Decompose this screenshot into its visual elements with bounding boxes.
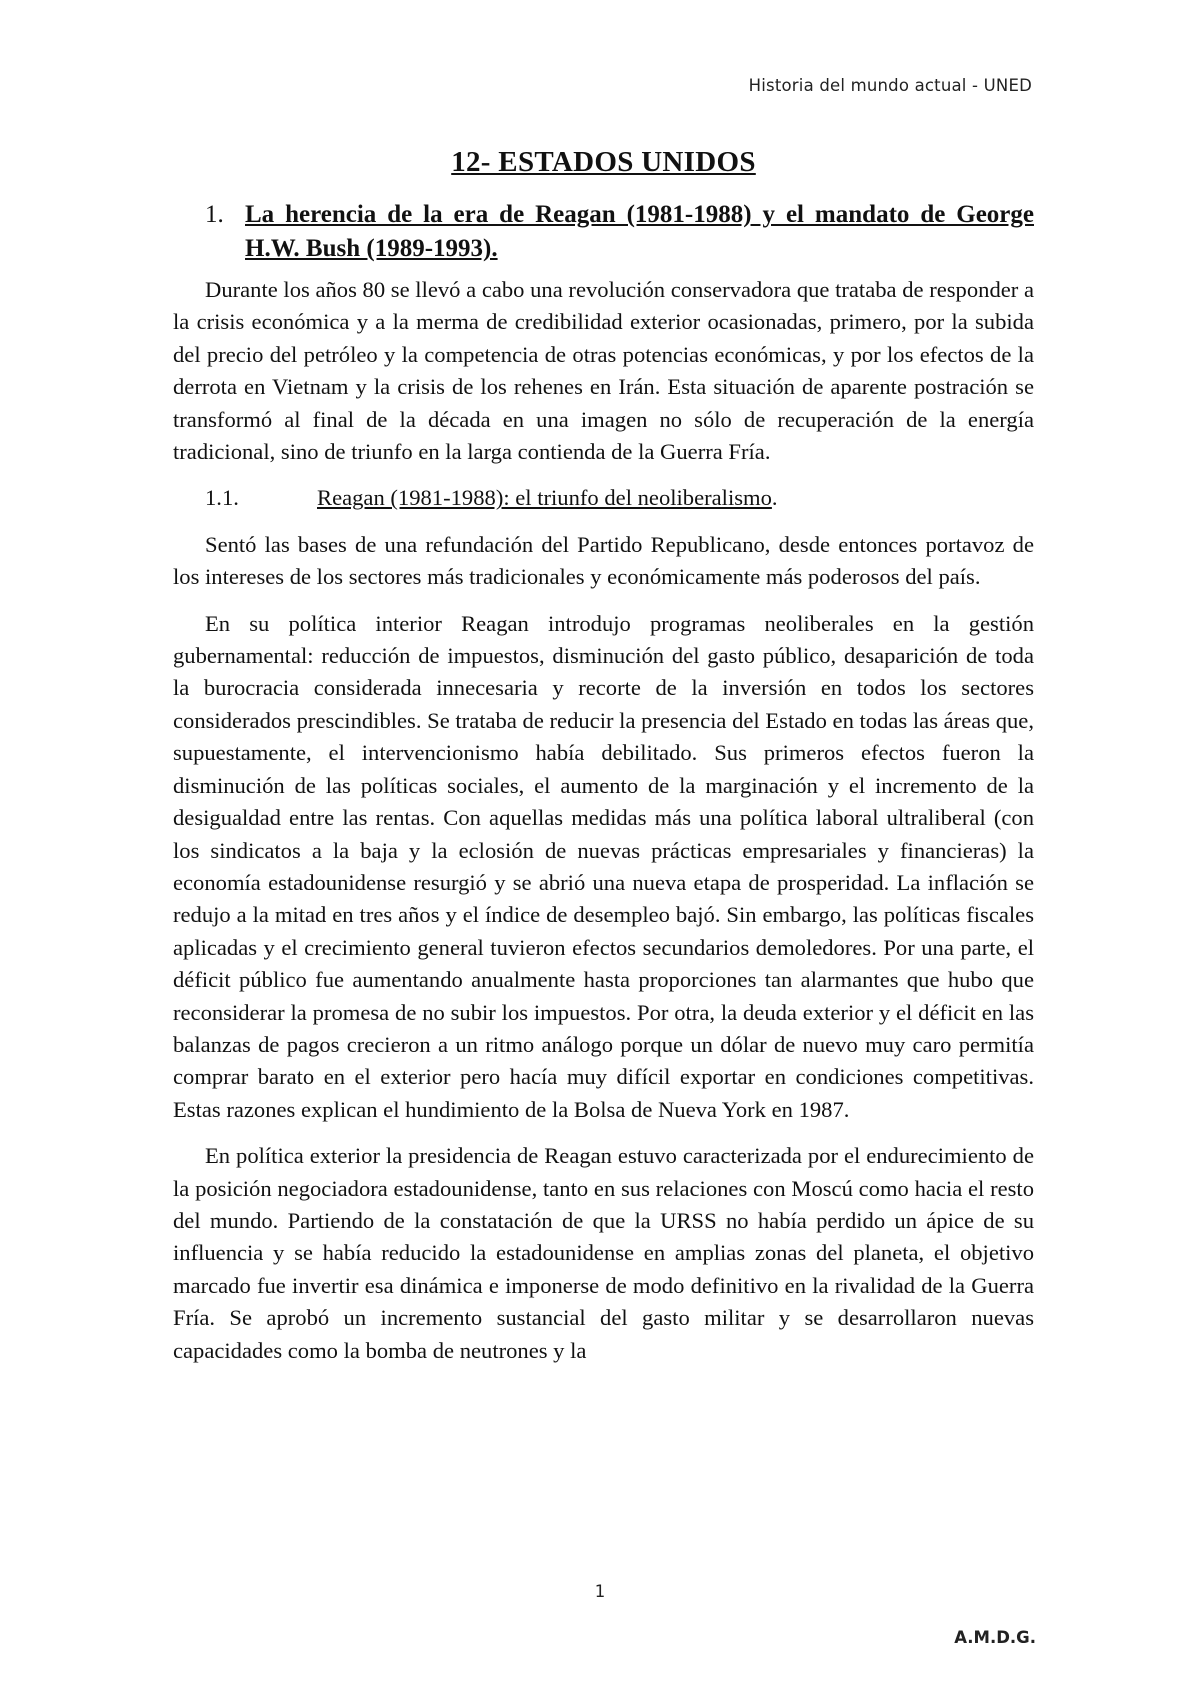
page-content	[173, 144, 1034, 1381]
subsection-heading	[173, 482, 1034, 514]
subsection-number: 1.1.	[205, 485, 239, 511]
document-title: 12- ESTADOS UNIDOS	[451, 146, 756, 178]
section-heading	[173, 198, 1034, 266]
body-paragraph: Sentó las bases de una refundación del Partido Republicano, desde entonces portavoz de los intereses de los sectores más tradicionales y económicamente más poderosos del país.	[173, 531, 1034, 590]
footer-signature: A.M.D.G.	[954, 1628, 1036, 1647]
body-paragraph: En política exterior la presidencia de Reagan estuvo caracterizada por el endurecimiento de la posición negociadora estadounidense, tanto en sus relaciones con Moscú como hacia el resto del mundo. Partiendo de la constatación de que la URSS no había perdido un ápice de su influencia y se había reducido la estadounidense en amplias zonas del planeta, el objetivo marcado fue invertir esa dinámica e imponerse de modo definitivo en la rivalidad de la Guerra Fría. Se aprobó un incremento sustancial del gasto militar y se desarrollaron nuevas capacidades como la bomba de neutrones y la	[173, 1143, 1034, 1363]
body-paragraph: En su política interior Reagan introdujo programas neoliberales en la gestión gubernamental: reducción de impuestos, disminución del gasto público, desaparición de toda la burocracia considerada innecesaria y recorte de la inversión en todos los sectores considerados prescindibles. Se trataba de reducir la presencia del Estado en todas las áreas que, supuestamente, el intervencionismo había debilitado. Sus primeros efectos fueron la disminución de las políticas sociales, el aumento de la marginación y el incremento de la desigualdad entre las rentas. Con aquellas medidas más una política laboral ultraliberal (con los sindicatos a la baja y la eclosión de nuevas prácticas empresariales y financieras) la economía estadounidense resurgió y se abrió una nueva etapa de prosperidad. La inflación se redujo a la mitad en tres años y el índice de desempleo bajó. Sin embargo, las políticas fiscales aplicadas y el crecimiento general tuvieron efectos secundarios demoledores. Por una parte, el déficit público fue aumentando anualmente hasta proporciones tan alarmantes que hubo que reconsiderar la promesa de no subir los impuestos. Por otra, la deuda exterior y el déficit en las balanzas de pagos crecieron a un ritmo análogo porque un dólar de nuevo muy caro permitía comprar barato en el exterior pero hacía muy difícil exportar en condiciones competitivas. Estas razones explican el hundimiento de la Bolsa de Nueva York en 1987.	[173, 610, 1034, 1122]
running-header: Historia del mundo actual - UNED	[748, 76, 1032, 95]
page-number: 1	[594, 1582, 606, 1601]
section-title: La herencia de la era de Reagan (1981-1988) y el mandato de George H.W. Bush (1989-1993).	[245, 201, 1034, 262]
subsection-title: Reagan (1981-1988): el triunfo del neoliberalismo	[317, 485, 772, 511]
section-number: 1.	[205, 201, 224, 228]
subsection-title-period: .	[771, 485, 778, 511]
intro-paragraph: Durante los años 80 se llevó a cabo una revolución conservadora que trataba de responder a la crisis económica y a la merma de credibilidad exterior ocasionadas, primero, por la subida del precio del petróleo y la competencia de otras potencias económicas, y por los efectos de la derrota en Vietnam y la crisis de los rehenes en Irán. Esta situación de aparente postración se transformó al final de la década en una imagen no sólo de recuperación de la energía tradicional, sino de triunfo en la larga contienda de la Guerra Fría.	[173, 277, 1034, 465]
